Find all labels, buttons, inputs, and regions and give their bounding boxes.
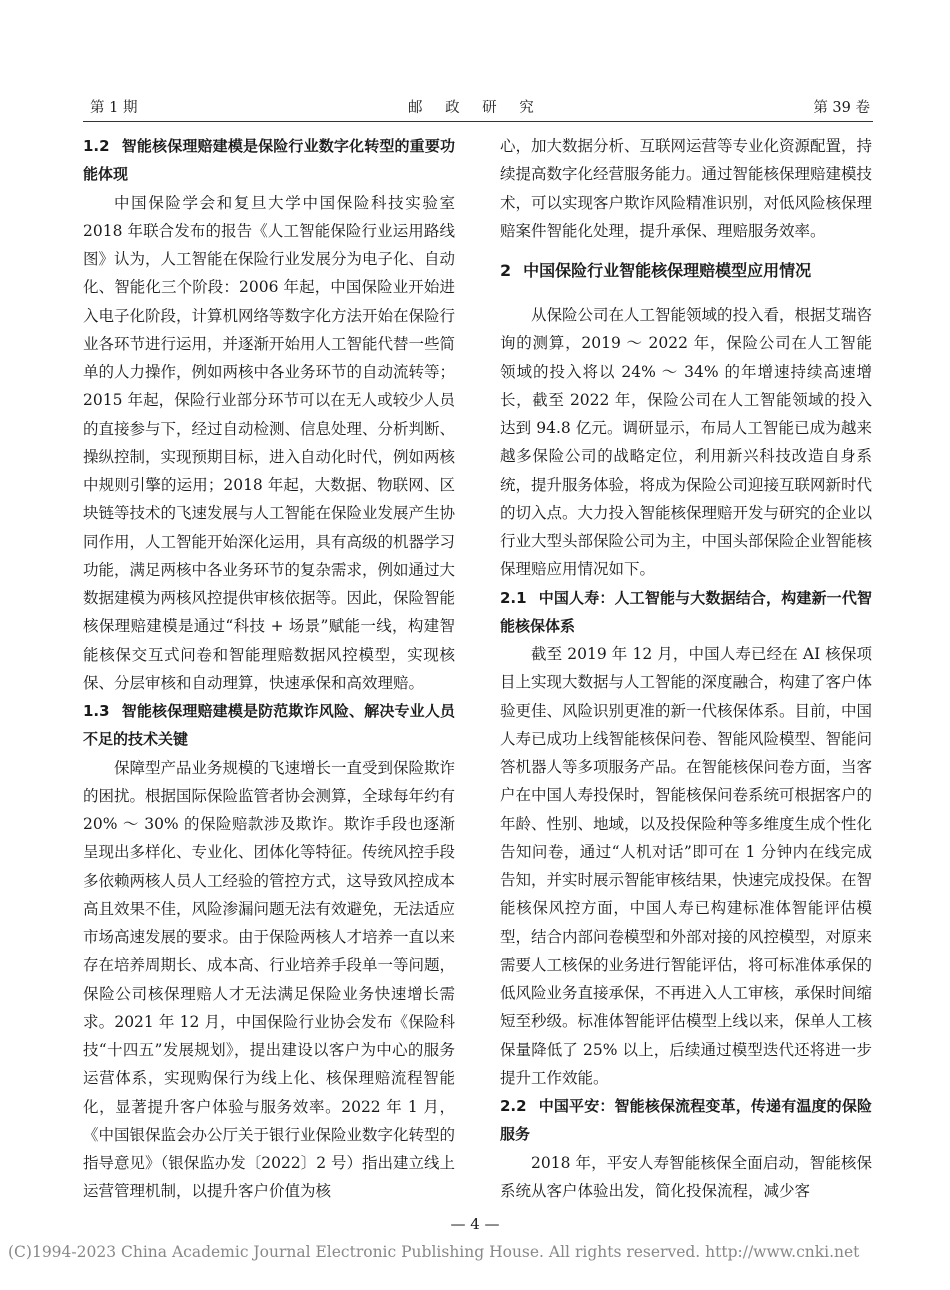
issue-label: 第 1 期 xyxy=(90,99,138,116)
left-column xyxy=(83,132,455,1206)
heading-1-3 xyxy=(83,697,455,754)
heading-text: 中国保险行业智能核保理赔模型应用情况 xyxy=(523,261,812,280)
paragraph: 2018 年，平安人寿智能核保全面启动，智能核保系统从客户体验出发，简化投保流程，减少客 xyxy=(500,1153,872,1200)
heading-text: 中国人寿：人工智能与大数据结合，构建新一代智能核保体系 xyxy=(500,588,872,635)
journal-title: 邮 政 研 究 xyxy=(407,99,543,116)
page-number: — 4 — xyxy=(450,1215,500,1233)
heading-number: 2.2 xyxy=(500,1097,527,1115)
heading-text: 智能核保理赔建模是防范欺诈风险、解决专业人员不足的技术关键 xyxy=(83,702,455,749)
heading-2-1 xyxy=(500,584,872,641)
heading-2-2 xyxy=(500,1092,872,1149)
heading-1-2 xyxy=(83,132,455,189)
section-2-heading xyxy=(500,257,872,285)
paragraph: 保障型产品业务规模的飞速增长一直受到保险欺诈的困扰。根据国际保险监管者协会测算，全球每年约有 20% ～ 30% 的保险赔款涉及欺诈。欺诈手段也逐渐呈现出多样化、专业化、团体化等特征。传统风控手段多依赖两核人员人工经验的管控方式，这导致风控成本高且效果不佳，风险渗漏问题无法有效避免，无法适应市场高速发展的要求。由于保险两核人才培养一直以来存在培养周期长、成本高、行业培养手段单一等问题，保险公司核保理赔人才无法满足保险业务快速增长需求。2021 年 12 月，中国保险行业协会发布《保险科技“十四五”发展规划》，提出建设以客户为中心的服务运营体系，实现购保行为线上化、核保理赔流程智能化，显著提升客户体验与服务效率。2022 年 1 月，《中国银保监会办公厅关于银行业保险业数字化转型的指导意见》（银保监办发〔2022〕2 号）指出建立线上运营管理机制，以提升客户价值为核 xyxy=(83,758,456,1201)
paragraph: 中国保险学会和复旦大学中国保险科技实验室 2018 年联合发布的报告《人工智能保险行业运用路线图》认为，人工智能在保险行业发展分为电子化、自动化、智能化三个阶段：2006 年起，中国保险业开始进入电子化阶段，计算机网络等数字化方法开始在保险行业各环节进行运用，并逐渐开始用人工智能代替一些简单的人力操作，例如两核中各业务环节的自动流转等；2015 年起，保险行业部分环节可以在无人或较少人员的直接参与下，经过自动检测、信息处理、分析判断、操纵控制，实现预期目标，进入自动化时代，例如两核中规则引擎的运用；2018 年起，大数据、物联网、区块链等技术的飞速发展与人工智能在保险业发展产生协同作用，人工智能开始深化运用，具有高级的机器学习功能，满足两核中各业务环节的复杂需求，例如通过大数据建模为两核风控提供审核依据等。因此，保险智能核保理赔建模是通过“科技 + 场景”赋能一线，构建智能核保交互式问卷和智能理赔数据风控模型，实现核保、分层审核和自动理算，快速承保和高效理赔。 xyxy=(83,193,456,692)
paragraph-continued: 心，加大数据分析、互联网运营等专业化资源配置，持续提高数字化经营服务能力。通过智能核保理赔建模技术，可以实现客户欺诈风险精准识别，对低风险核保理赔案件智能化处理，提升承保、理赔服务效率。 xyxy=(500,137,873,240)
header-rule xyxy=(83,121,873,122)
paragraph: 截至 2019 年 12 月，中国人寿已经在 AI 核保项目上实现大数据与人工智能的深度融合，构建了客户体验更佳、风险识别更准的新一代核保体系。目前，中国人寿已成功上线智能核保问卷、智能风险模型、智能问答机器人等多项服务产品。在智能核保问卷方面，当客户在中国人寿投保时，智能核保问卷系统可根据客户的年龄、性别、地域，以及投保险种等多维度生成个性化告知问卷，通过“人机对话”即可在 1 分钟内在线完成告知，并实时展示智能审核结果，快速完成投保。在智能核保风控方面，中国人寿已构建标准体智能评估模型，结合内部问卷模型和外部对接的风控模型，对原来需要人工核保的业务进行智能评估，将可标准体承保的低风险业务直接承保，不再进入人工审核，承保时间缩短至秒级。标准体智能评估模型上线以来，保单人工核保量降低了 25% 以上，后续通过模型迭代还将进一步提升工作效能。 xyxy=(500,645,873,1087)
paragraph: 从保险公司在人工智能领域的投入看，根据艾瑞咨询的测算，2019 ～ 2022 年，保险公司在人工智能领域的投入将以 24% ～ 34% 的年增速持续高速增长，截至 2022 年，保险公司在人工智能领域的投入达到 94.8 亿元。调研显示，布局人工智能已成为越来越多保险公司的战略定位，利用新兴科技改造自身系统，提升服务体验，将成为保险公司迎接互联网新时代的切入点。大力投入智能核保理赔开发与研究的企业以行业大型头部保险公司为主，中国头部保险企业智能核保理赔应用情况如下。 xyxy=(500,306,873,579)
running-header xyxy=(90,94,870,118)
heading-number: 1.2 xyxy=(83,137,110,155)
heading-text: 中国平安：智能核保流程变革，传递有温度的保险服务 xyxy=(500,1097,872,1144)
copyright-footer: (C)1994-2023 China Academic Journal Electronic Publishing House. All rights reserved. http://www.cnki.net xyxy=(8,1243,860,1261)
volume-label: 第 39 卷 xyxy=(813,99,870,116)
heading-number: 2 xyxy=(500,261,512,280)
heading-number: 2.1 xyxy=(500,588,527,607)
heading-number: 1.3 xyxy=(83,702,110,720)
heading-text: 智能核保理赔建模是保险行业数字化转型的重要功能体现 xyxy=(83,137,455,184)
right-column xyxy=(500,132,872,1205)
